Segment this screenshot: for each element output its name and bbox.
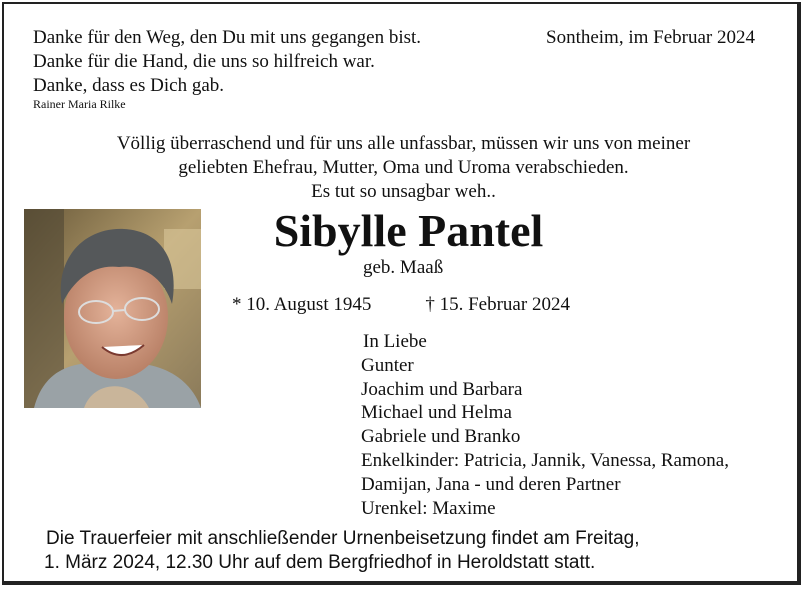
mourner-line: Urenkel: Maxime (361, 497, 496, 519)
poem-line: Danke für die Hand, die uns so hilfreich war. (33, 51, 375, 72)
mourner-line: Michael und Helma (361, 402, 512, 424)
place-date: Sontheim, im Februar 2024 (546, 27, 755, 48)
mourner-line: Gunter (361, 354, 414, 376)
mourner-line: In Liebe (363, 331, 427, 352)
funeral-line: 1. März 2024, 12.30 Uhr auf dem Bergfriedhof in Heroldstatt statt. (44, 552, 596, 573)
mourner-line: Enkelkinder: Patricia, Jannik, Vanessa, Ramona, (361, 449, 729, 471)
intro-line: geliebten Ehefrau, Mutter, Oma und Uroma verabschieden. (178, 157, 629, 178)
poem-line: Danke, dass es Dich gab. (33, 75, 225, 96)
mourner-line: Joachim und Barbara (361, 378, 523, 400)
intro-text (0, 132, 807, 204)
mourner-line: Gabriele und Branko (361, 426, 521, 448)
deceased-name: Sibylle Pantel (273, 205, 544, 256)
poem-line: Danke für den Weg, den Du mit uns gegangen bist. (33, 27, 422, 48)
mourner-line: Damijan, Jana - und deren Partner (361, 473, 621, 495)
poem-author: Rainer Maria Rilke (33, 97, 126, 111)
birth-date: * 10. August 1945 (232, 294, 372, 315)
mourners-list (361, 330, 729, 520)
birth-name: geb. Maaß (363, 257, 444, 278)
funeral-line: Die Trauerfeier mit anschließender Urnenbeisetzung findet am Freitag, (46, 528, 640, 549)
poem (33, 26, 421, 98)
intro-line: Es tut so unsagbar weh.. (311, 181, 496, 202)
intro-line: Völlig überraschend und für uns alle unfassbar, müssen wir uns von meiner (116, 133, 691, 154)
death-date: † 15. Februar 2024 (425, 294, 570, 315)
life-dates (232, 294, 570, 316)
funeral-info (44, 527, 640, 575)
